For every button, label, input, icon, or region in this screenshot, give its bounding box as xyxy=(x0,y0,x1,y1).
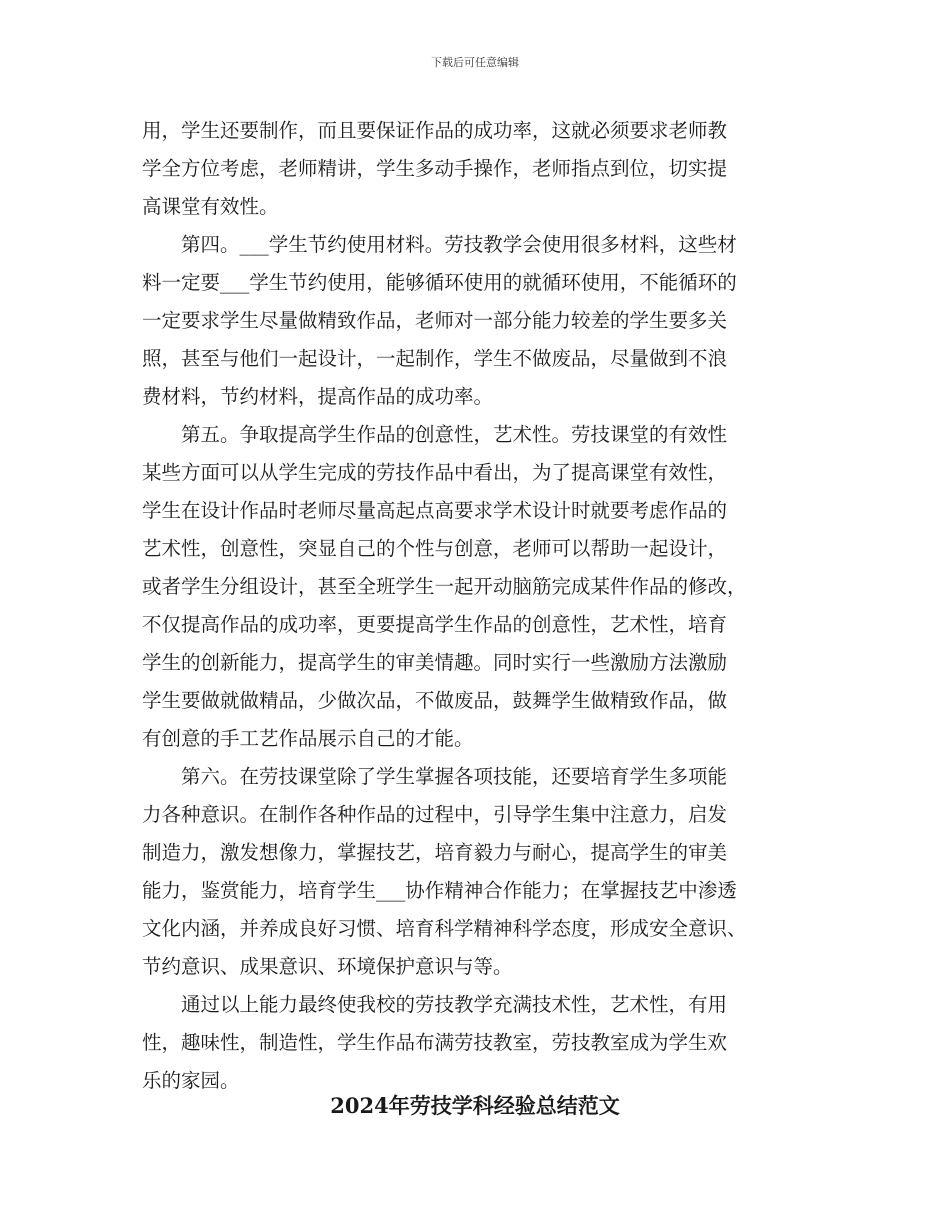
text-line: 学生的创新能力，提高学生的审美情趣。同时实行一些激励方法激励 xyxy=(142,651,728,674)
text-line: 照，甚至与他们一起设计，一起制作，学生不做废品，尽量做到不浪 xyxy=(142,347,728,370)
text-line: 能力，鉴赏能力，培育学生___协作精神合作能力；在掌握技艺中渗透 xyxy=(142,879,737,902)
page-header-note: 下载后可任意编辑 xyxy=(431,56,519,69)
text-line: 乐的家园。 xyxy=(142,1069,240,1092)
text-line: 学全方位考虑，老师精讲，学生多动手操作，老师指点到位，切实提 xyxy=(142,157,728,180)
paragraph-fourth xyxy=(142,226,832,416)
text-line: 制造力，激发想像力，掌握技艺，培育毅力与耐心，提高学生的审美 xyxy=(142,841,728,864)
text-line: 学生要做就做精品，少做次品，不做废品，鼓舞学生做精致作品，做 xyxy=(142,689,728,712)
document-body xyxy=(142,112,832,1100)
text-line: 性，趣味性，制造性，学生作品布满劳技教室，劳技教室成为学生欢 xyxy=(142,1031,728,1054)
text-line: 有创意的手工艺作品展示自己的才能。 xyxy=(142,727,474,750)
text-line: 或者学生分组设计，甚至全班学生一起开动脑筋完成某件作品的修改， xyxy=(142,575,747,598)
text-line: 艺术性，创意性，突显自己的个性与创意，老师可以帮助一起设计， xyxy=(142,537,728,560)
text-line: 高课堂有效性。 xyxy=(142,195,279,218)
paragraph-fifth xyxy=(142,416,832,758)
text-line: 某些方面可以从学生完成的劳技作品中看出，为了提高课堂有效性， xyxy=(142,461,728,484)
paragraph-intro-continuation xyxy=(142,112,832,226)
text-line: 学生在设计作品时老师尽量高起点高要求学术设计时就要考虑作品的 xyxy=(142,499,728,522)
text-line: 通过以上能力最终使我校的劳技教学充满技术性，艺术性，有用 xyxy=(142,993,728,1016)
text-line: 用，学生还要制作，而且要保证作品的成功率，这就必须要求老师教 xyxy=(142,119,728,142)
text-line: 不仅提高作品的成功率，更要提高学生作品的创意性，艺术性，培育 xyxy=(142,613,728,636)
paragraph-conclusion xyxy=(142,986,832,1100)
text-line: 一定要求学生尽量做精致作品，老师对一部分能力较差的学生要多关 xyxy=(142,309,728,332)
text-line: 节约意识、成果意识、环境保护意识与等。 xyxy=(142,955,513,978)
text-line: 力各种意识。在制作各种作品的过程中，引导学生集中注意力，启发 xyxy=(142,803,728,826)
text-line: 文化内涵，并养成良好习惯、培育科学精神科学态度，形成安全意识、 xyxy=(142,917,747,940)
document-title: 2024年劳技学科经验总结范文 xyxy=(330,1093,620,1118)
text-line: 第四。___学生节约使用材料。劳技教学会使用很多材料，这些材 xyxy=(142,233,737,256)
text-line: 第六。在劳技课堂除了学生掌握各项技能，还要培育学生多项能 xyxy=(142,765,728,788)
text-line: 费材料，节约材料，提高作品的成功率。 xyxy=(142,385,494,408)
text-line: 料一定要___学生节约使用，能够循环使用的就循环使用，不能循环的 xyxy=(142,271,737,294)
paragraph-sixth xyxy=(142,758,832,986)
text-line: 第五。争取提高学生作品的创意性，艺术性。劳技课堂的有效性 xyxy=(142,423,728,446)
